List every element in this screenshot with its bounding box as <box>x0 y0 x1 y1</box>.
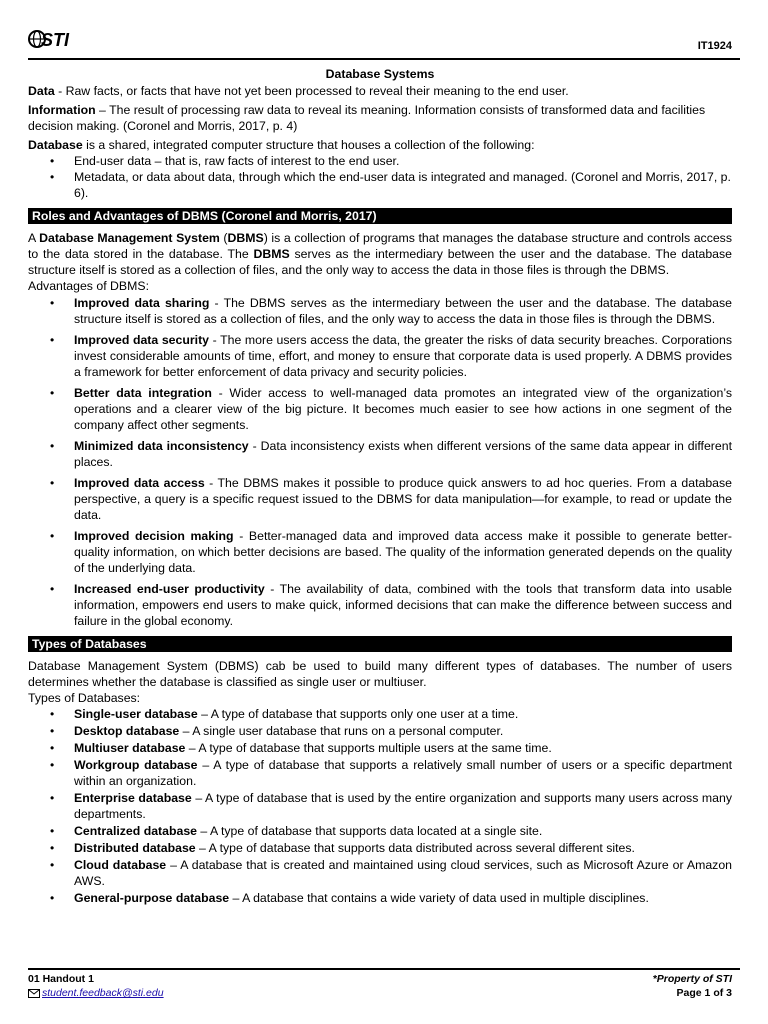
list-item: • Better data integration - Wider access to well-managed data promotes an integrated view of the organization’s operations and a clearer view of the big picture. It becomes much easier to see how actions in one segment of the company affect other segments. <box>74 385 732 433</box>
list-item: • Improved data sharing - The DBMS serves as the intermediary between the user and the database. The database structure itself is stored as a collection of files, and the only way to access the data in those files is through the DBMS. <box>74 295 732 327</box>
list-item: • Improved decision making - Better-managed data and improved data access make it possible to generate better-quality information, on which better decisions are based. The quality of the information generated depends on the quality of the underlying data. <box>74 528 732 576</box>
document-code: IT1924 <box>697 40 732 52</box>
svg-text:STI: STI <box>41 30 70 50</box>
footer-divider <box>28 968 740 970</box>
database-contents-list <box>28 153 732 201</box>
property-notice: *Property of STI <box>652 973 732 985</box>
section-heading-roles: Roles and Advantages of DBMS (Coronel and Morris, 2017) <box>28 208 732 224</box>
handout-label: 01 Handout 1 <box>28 973 94 985</box>
types-label: Types of Databases: <box>28 691 141 705</box>
data-definition: Data - Raw facts, or facts that have not yet been processed to reveal their meaning to the end user. <box>28 84 569 98</box>
database-types-list <box>28 706 732 906</box>
list-item: • Metadata, or data about data, through which the end-user data is integrated and managed. (Coronel and Morris, 2017, p. 6). <box>74 169 732 201</box>
advantages-list <box>28 295 732 629</box>
dbms-definition: A Database Management System (DBMS) is a collection of programs that manages the database structure and controls access to the data stored in the database. The DBMS serves as the intermediary between the user and the database. The database structure itself is stored as a collection of files, and the only way to access the data in those files is through the DBMS. <box>28 231 732 277</box>
list-item: • Desktop database – A single user database that runs on a personal computer. <box>74 723 732 739</box>
list-item: • General-purpose database – A database that contains a wide variety of data used in multiple disciplines. <box>74 890 732 906</box>
feedback-email-link[interactable]: student.feedback@sti.edu <box>42 987 164 999</box>
list-item: • Improved data access - The DBMS makes it possible to produce quick answers to ad hoc queries. From a database perspective, a query is a specific request issued to the DBMS for data manipulation—for example, to read or update the data. <box>74 475 732 523</box>
list-item: • Minimized data inconsistency - Data inconsistency exists when different versions of the same data appear in different places. <box>74 438 732 470</box>
list-item: • Centralized database – A type of database that supports data located at a single site. <box>74 823 732 839</box>
list-item: • Cloud database – A database that is created and maintained using cloud services, such as Microsoft Azure or Amazon AWS. <box>74 857 732 889</box>
mail-icon <box>28 989 40 998</box>
database-definition: Database is a shared, integrated computer structure that houses a collection of the following: <box>28 138 535 152</box>
information-definition: Information – The result of processing raw data to reveal its meaning. Information consists of transformed data and facilities decision making. (Coronel and Morris, 2017, p. 4) <box>28 103 706 133</box>
header-divider <box>28 58 740 60</box>
list-item: • Distributed database – A type of database that supports data distributed across several different sites. <box>74 840 732 856</box>
feedback-line <box>28 986 164 1000</box>
list-item: • Single-user database – A type of database that supports only one user at a time. <box>74 706 732 722</box>
list-item: • Workgroup database – A type of database that supports a relatively small number of users or a specific department within an organization. <box>74 757 732 789</box>
list-item: • Multiuser database – A type of database that supports multiple users at the same time. <box>74 740 732 756</box>
footer-right <box>653 972 732 1000</box>
types-intro: Database Management System (DBMS) cab be used to build many different types of databases. The number of users determines whether the database is classified as single user or multiuser. <box>28 659 732 689</box>
advantages-label: Advantages of DBMS: <box>28 279 149 293</box>
list-item: • Enterprise database – A type of database that is used by the entire organization and supports many users across many departments. <box>74 790 732 822</box>
list-item: • Improved data security - The more users access the data, the greater the risks of data security breaches. Corporations invest considerable amounts of time, effort, and money to ensure that corporate data is used properly. A DBMS provides a framework for better enforcement of data privacy and security policies. <box>74 332 732 380</box>
footer-left <box>28 972 164 1000</box>
page-number: Page 1 of 3 <box>676 987 732 999</box>
list-item: • End-user data – that is, raw facts of interest to the end user. <box>74 153 732 169</box>
sti-globe-icon <box>28 26 80 52</box>
page-title: Database Systems <box>325 67 435 81</box>
sti-logo <box>28 26 80 52</box>
section-heading-types: Types of Databases <box>28 636 732 652</box>
list-item: • Increased end-user productivity - The availability of data, combined with the tools that transform data into usable information, empowers end users to make quick, informed decisions that can make the difference between success and failure in the global economy. <box>74 581 732 629</box>
document-body <box>28 66 732 910</box>
